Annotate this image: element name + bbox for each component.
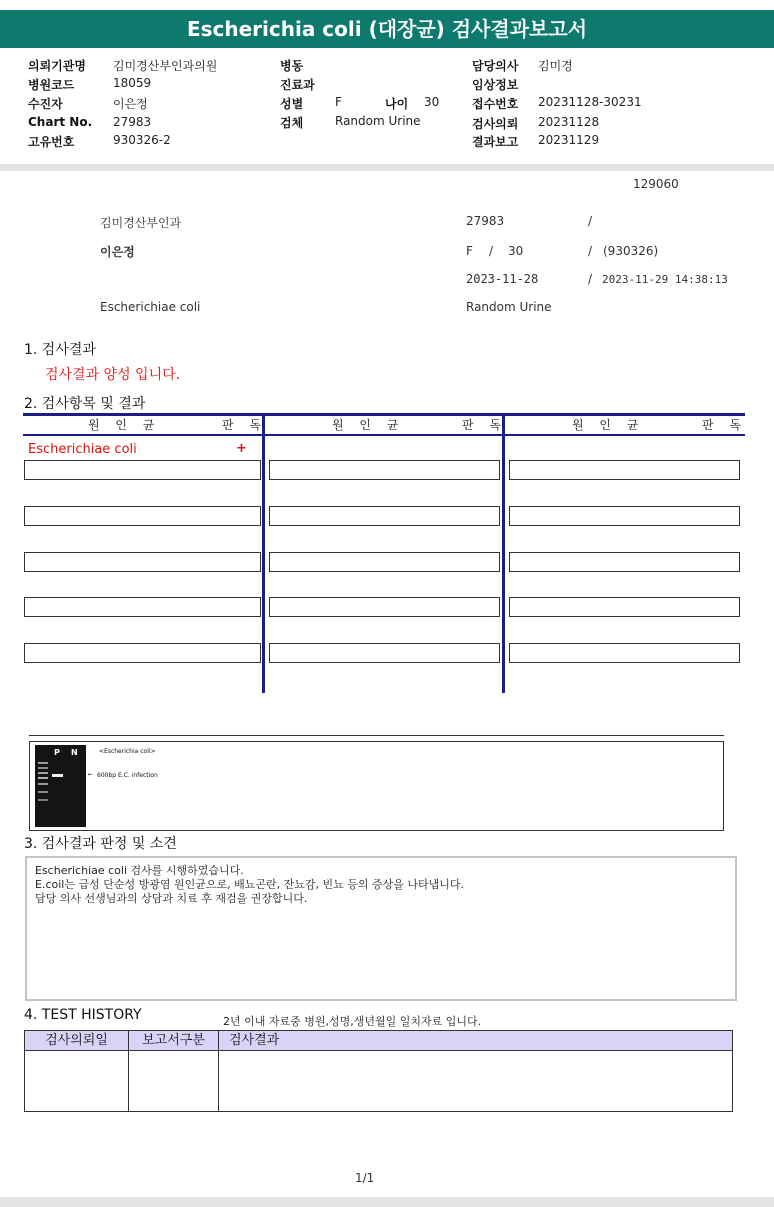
comment-line: Escherichiae coli 검사를 시행하였습니다. xyxy=(35,864,244,877)
history-col-result: 검사결과 xyxy=(219,1031,732,1051)
result-box xyxy=(24,460,261,480)
section3-title: 3. 검사결과 판정 및 소견 xyxy=(24,836,177,852)
institution-value: 김미경산부인과의원 xyxy=(113,59,218,73)
gel-ladder-band xyxy=(38,762,48,764)
request-date-label: 검사의뢰 xyxy=(472,117,519,131)
result-box xyxy=(24,506,261,526)
comment-line: 담당 의사 선생님과의 상담과 치료 후 재검을 권장합니다. xyxy=(35,892,308,905)
unique-no-value: 930326-2 xyxy=(113,133,171,147)
header-divider xyxy=(0,164,774,171)
gel-lane-n: N xyxy=(71,748,78,757)
meta-reported-slash: / xyxy=(588,272,593,286)
result-date-value: 20231129 xyxy=(538,133,600,147)
gel-band-label: 600bp E.C. infection xyxy=(97,772,158,779)
meta-sex: F xyxy=(466,244,473,258)
history-divider xyxy=(218,1051,219,1111)
section2-title: 2. 검사항목 및 결과 xyxy=(24,396,146,412)
col1-judgment-header: 판 독 xyxy=(222,418,267,432)
result-box xyxy=(269,460,500,480)
grid-divider-2 xyxy=(502,413,505,693)
section4-title: 4. TEST HISTORY xyxy=(24,1007,142,1023)
result-box xyxy=(269,506,500,526)
gel-title: <Escherichia coli> xyxy=(99,748,156,755)
meta-specimen: Random Urine xyxy=(466,300,552,314)
report-title: Escherichia coli (대장균) 검사결과보고서 xyxy=(0,10,774,48)
gel-positive-band xyxy=(52,774,63,777)
grid-divider-1 xyxy=(262,413,265,693)
gel-ladder-band xyxy=(38,783,48,785)
meta-age: 30 xyxy=(508,244,524,258)
department-label: 진료과 xyxy=(280,78,315,92)
patient-value: 이은정 xyxy=(113,97,148,111)
footer-bar xyxy=(0,1197,774,1207)
result-box xyxy=(24,643,261,663)
gel-ladder-band xyxy=(38,799,48,801)
request-date-value: 20231128 xyxy=(538,115,600,129)
comment-box xyxy=(25,856,737,1001)
meta-chart: 27983 xyxy=(466,214,505,228)
col1-organism-header: 원 인 균 xyxy=(88,418,161,432)
gel-ladder-band xyxy=(38,777,48,779)
meta-reported-datetime: 2023-11-29 14:38:13 xyxy=(602,273,728,286)
age-label: 나이 xyxy=(385,97,409,111)
unique-no-label: 고유번호 xyxy=(28,135,75,149)
meta-slash: / xyxy=(588,214,593,228)
history-divider xyxy=(128,1051,129,1111)
col3-organism-header: 원 인 균 xyxy=(572,418,645,432)
result-box xyxy=(509,552,740,572)
positive-result-message: 검사결과 양성 입니다. xyxy=(45,367,181,383)
meta-clinic: 김미경산부인과 xyxy=(100,216,182,230)
sex-label: 성별 xyxy=(280,97,304,111)
result-box xyxy=(269,552,500,572)
meta-organism: Escherichiae coli xyxy=(100,300,201,314)
col3-judgment-header: 판 독 xyxy=(702,418,747,432)
report-id: 129060 xyxy=(633,177,679,191)
gel-ladder-band xyxy=(38,767,48,769)
sex-value: F xyxy=(335,95,342,109)
receipt-no-value: 20231128-30231 xyxy=(538,95,642,109)
meta-received-date: 2023-11-28 xyxy=(466,272,539,286)
history-col-report-type: 보고서구분 xyxy=(129,1031,219,1051)
doctor-value: 김미경 xyxy=(538,59,573,73)
ward-label: 병동 xyxy=(280,59,304,73)
page-number: 1/1 xyxy=(355,1171,375,1185)
col2-organism-header: 원 인 균 xyxy=(332,418,405,432)
specimen-value: Random Urine xyxy=(335,114,421,128)
result-box xyxy=(24,597,261,617)
col2-judgment-header: 판 독 xyxy=(462,418,507,432)
result-box xyxy=(509,597,740,617)
result-box xyxy=(509,460,740,480)
first-result-organism: Escherichiae coli xyxy=(28,442,137,457)
clinical-info-label: 임상정보 xyxy=(472,78,519,92)
meta-sep: / xyxy=(489,244,494,258)
gel-arrow-icon: ← xyxy=(88,771,94,778)
result-box xyxy=(269,643,500,663)
specimen-label: 검체 xyxy=(280,116,304,130)
age-value: 30 xyxy=(424,95,440,109)
result-box xyxy=(509,506,740,526)
result-box xyxy=(509,643,740,663)
history-note: 2년 이내 자료중 병원,성명,생년월일 일치자료 입니다. xyxy=(223,1015,482,1028)
history-table xyxy=(24,1030,733,1112)
result-date-label: 결과보고 xyxy=(472,135,519,149)
gel-electrophoresis-image xyxy=(35,745,86,827)
institution-label: 의뢰기관명 xyxy=(28,59,86,73)
first-result-judgment: + xyxy=(236,441,247,456)
chart-no-value: 27983 xyxy=(113,115,152,129)
receipt-no-label: 접수번호 xyxy=(472,97,519,111)
result-box xyxy=(24,552,261,572)
chart-no-label: Chart No. xyxy=(28,115,93,129)
section1-title: 1. 검사결과 xyxy=(24,342,96,358)
patient-label: 수진자 xyxy=(28,97,63,111)
gel-ladder-band xyxy=(38,791,48,793)
history-col-request-date: 검사의뢰일 xyxy=(25,1031,129,1051)
hospital-code-value: 18059 xyxy=(113,76,152,90)
gel-top-rule xyxy=(29,735,724,736)
meta-patient-name: 이은정 xyxy=(100,245,135,259)
meta-dob: (930326) xyxy=(603,244,659,258)
result-box xyxy=(269,597,500,617)
meta-dob-slash: / xyxy=(588,244,593,258)
doctor-label: 담당의사 xyxy=(472,59,519,73)
grid-header-rule xyxy=(23,434,745,436)
hospital-code-label: 병원코드 xyxy=(28,78,75,92)
comment-line: E.coil는 급성 단순성 방광염 원인균으로, 배뇨곤란, 잔뇨감, 빈뇨 등의 증상을 나타냅니다. xyxy=(35,878,464,891)
gel-ladder-band xyxy=(38,772,48,774)
gel-lane-p: P xyxy=(54,748,60,757)
